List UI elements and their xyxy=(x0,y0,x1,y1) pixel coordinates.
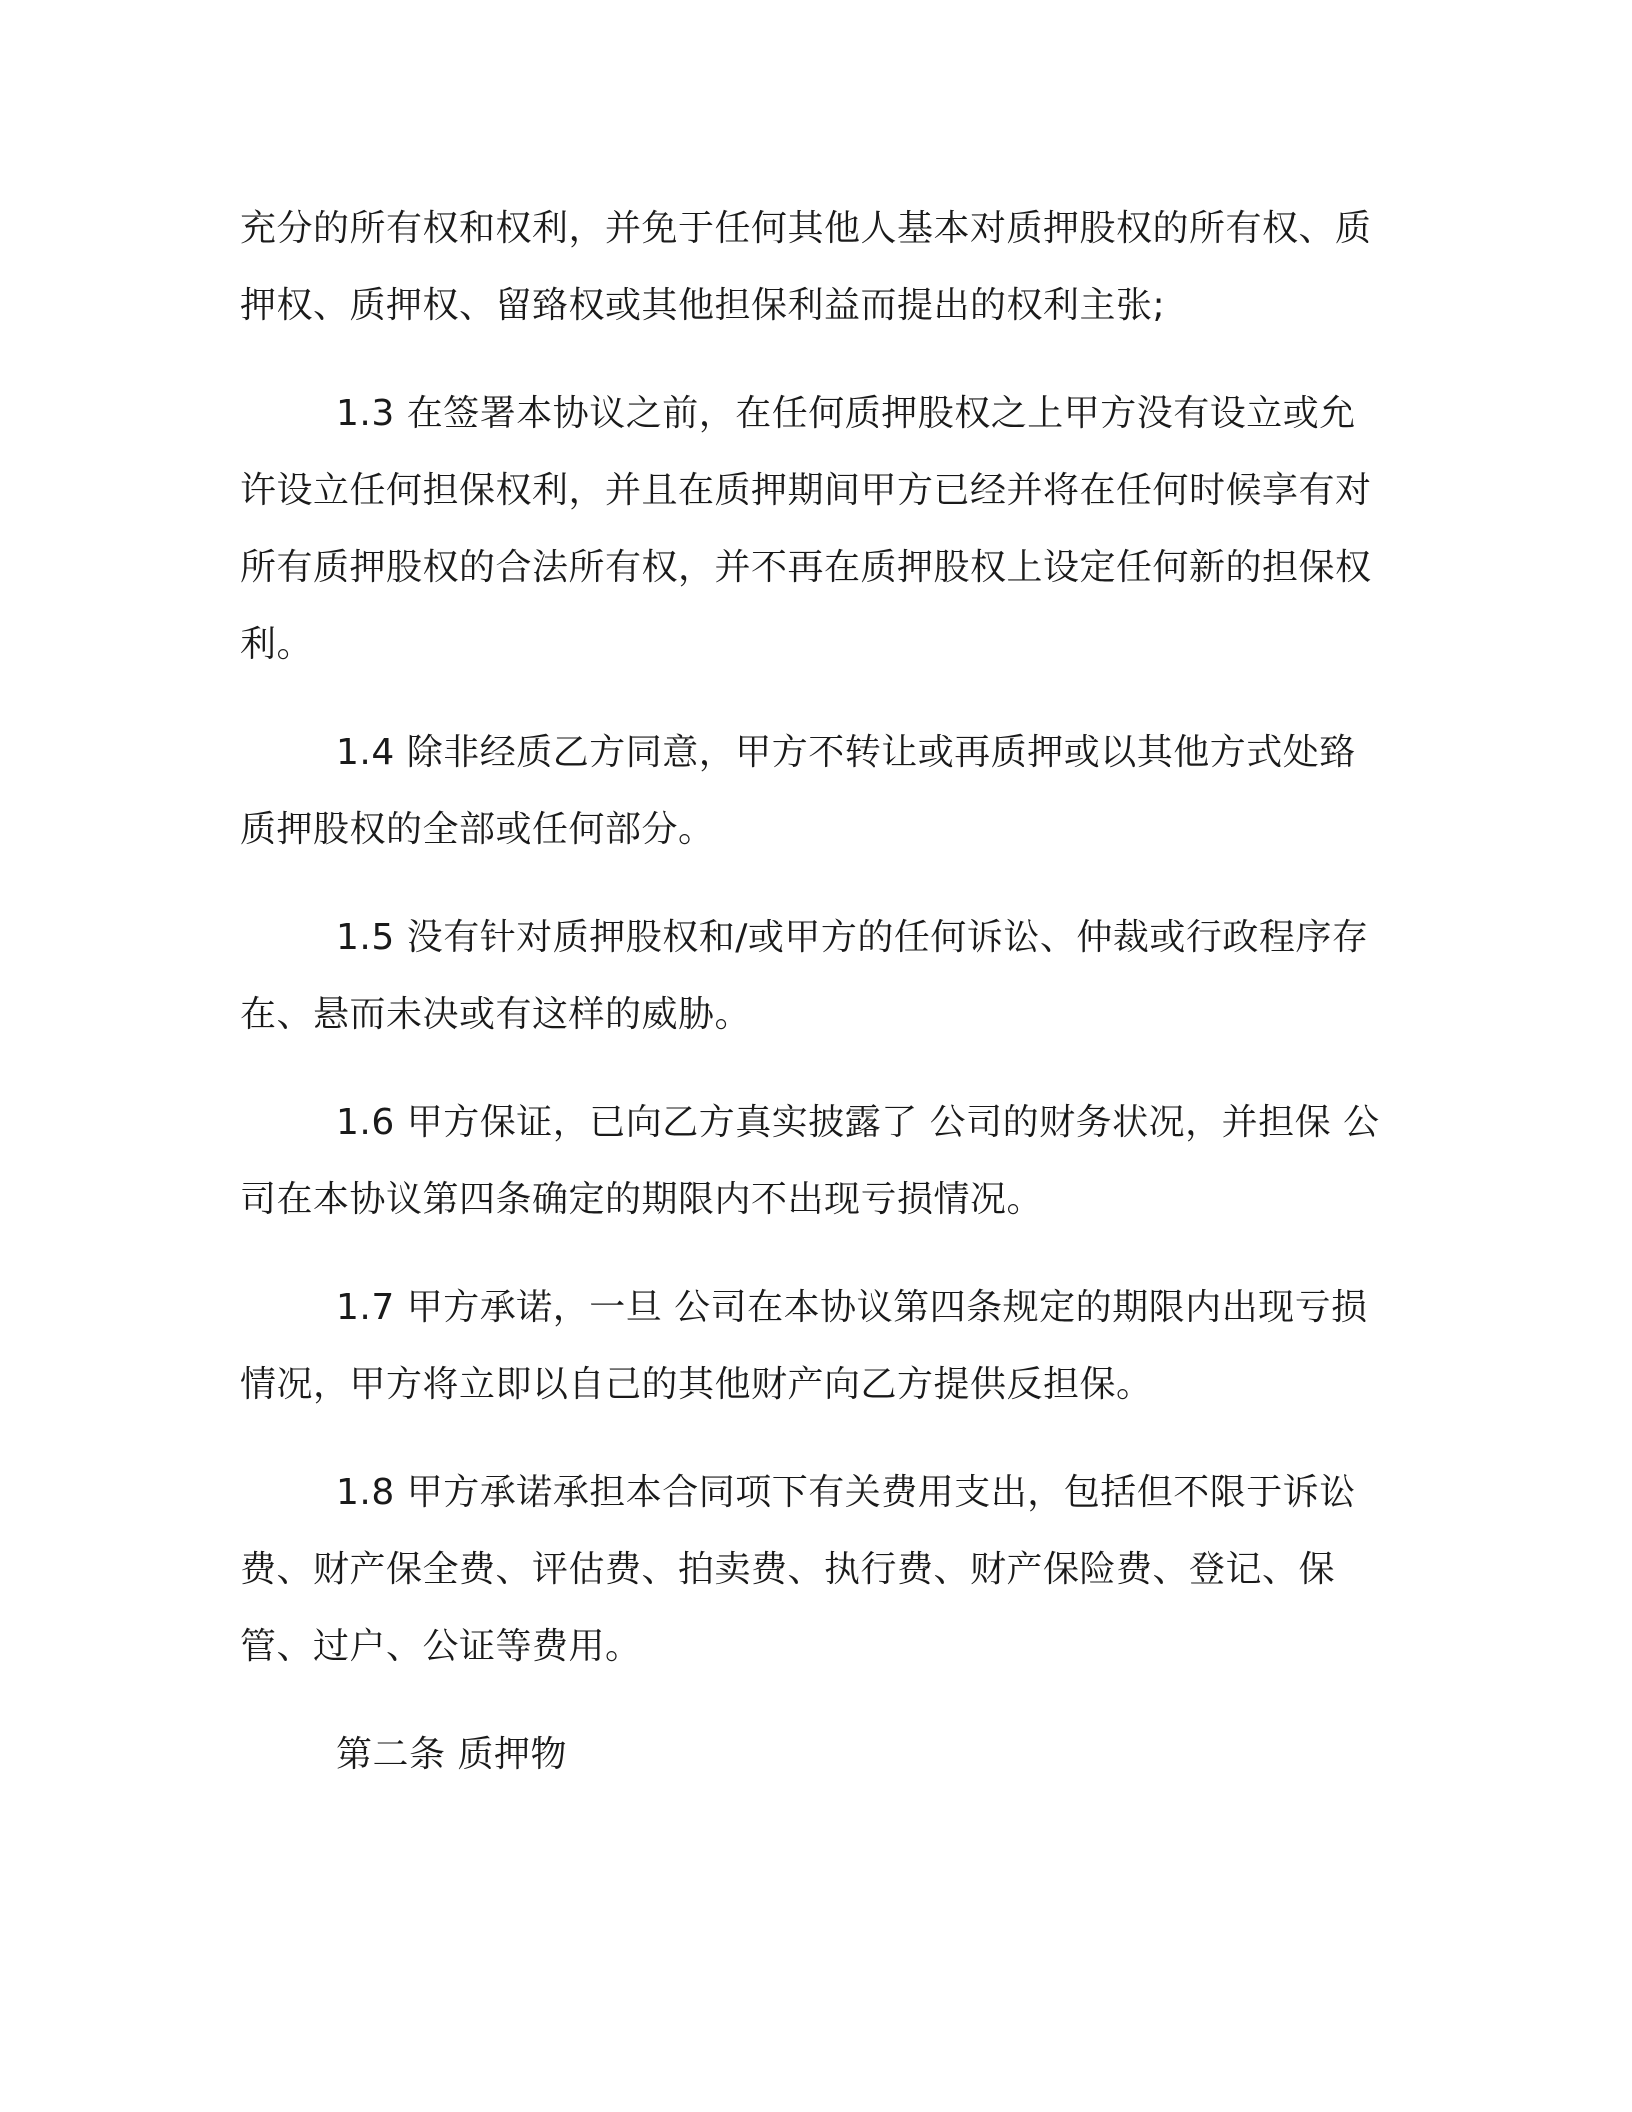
paragraph-1-4: 1.4 除非经质乙方同意，甲方不转让或再质押或以其他方式处臵质押股权的全部或任何部分。 xyxy=(240,732,1356,850)
paragraph-1-7: 1.7 甲方承诺，一旦 公司在本协议第四条规定的期限内出现亏损情况，甲方将立即以自己的其他财产向乙方提供反担保。 xyxy=(240,1287,1368,1405)
section-heading: 第二条 质押物 xyxy=(336,1734,567,1775)
paragraph-1-6: 1.6 甲方保证，已向乙方真实披露了 公司的财务状况，并担保 公司在本协议第四条确定的期限内不出现亏损情况。 xyxy=(240,1102,1380,1220)
paragraph-1-3: 1.3 在签署本协议之前，在任何质押股权之上甲方没有设立或允许设立任何担保权利，并且在质押期间甲方已经并将在任何时候享有对所有质押股权的合法所有权，并不再在质押股权上设定任何新的担保权利。 xyxy=(240,393,1372,665)
document-body xyxy=(240,190,1390,1793)
paragraph-1-5: 1.5 没有针对质押股权和/或甲方的任何诉讼、仲裁或行政程序存在、悬而未决或有这样的威胁。 xyxy=(240,917,1369,1035)
paragraph-continued: 充分的所有权和权利，并免于任何其他人基本对质押股权的所有权、质押权、质押权、留臵权或其他担保利益而提出的权利主张; xyxy=(240,208,1372,326)
paragraph-1-8: 1.8 甲方承诺承担本合同项下有关费用支出，包括但不限于诉讼费、财产保全费、评估费、拍卖费、执行费、财产保险费、登记、保管、过户、公证等费用。 xyxy=(240,1472,1356,1667)
